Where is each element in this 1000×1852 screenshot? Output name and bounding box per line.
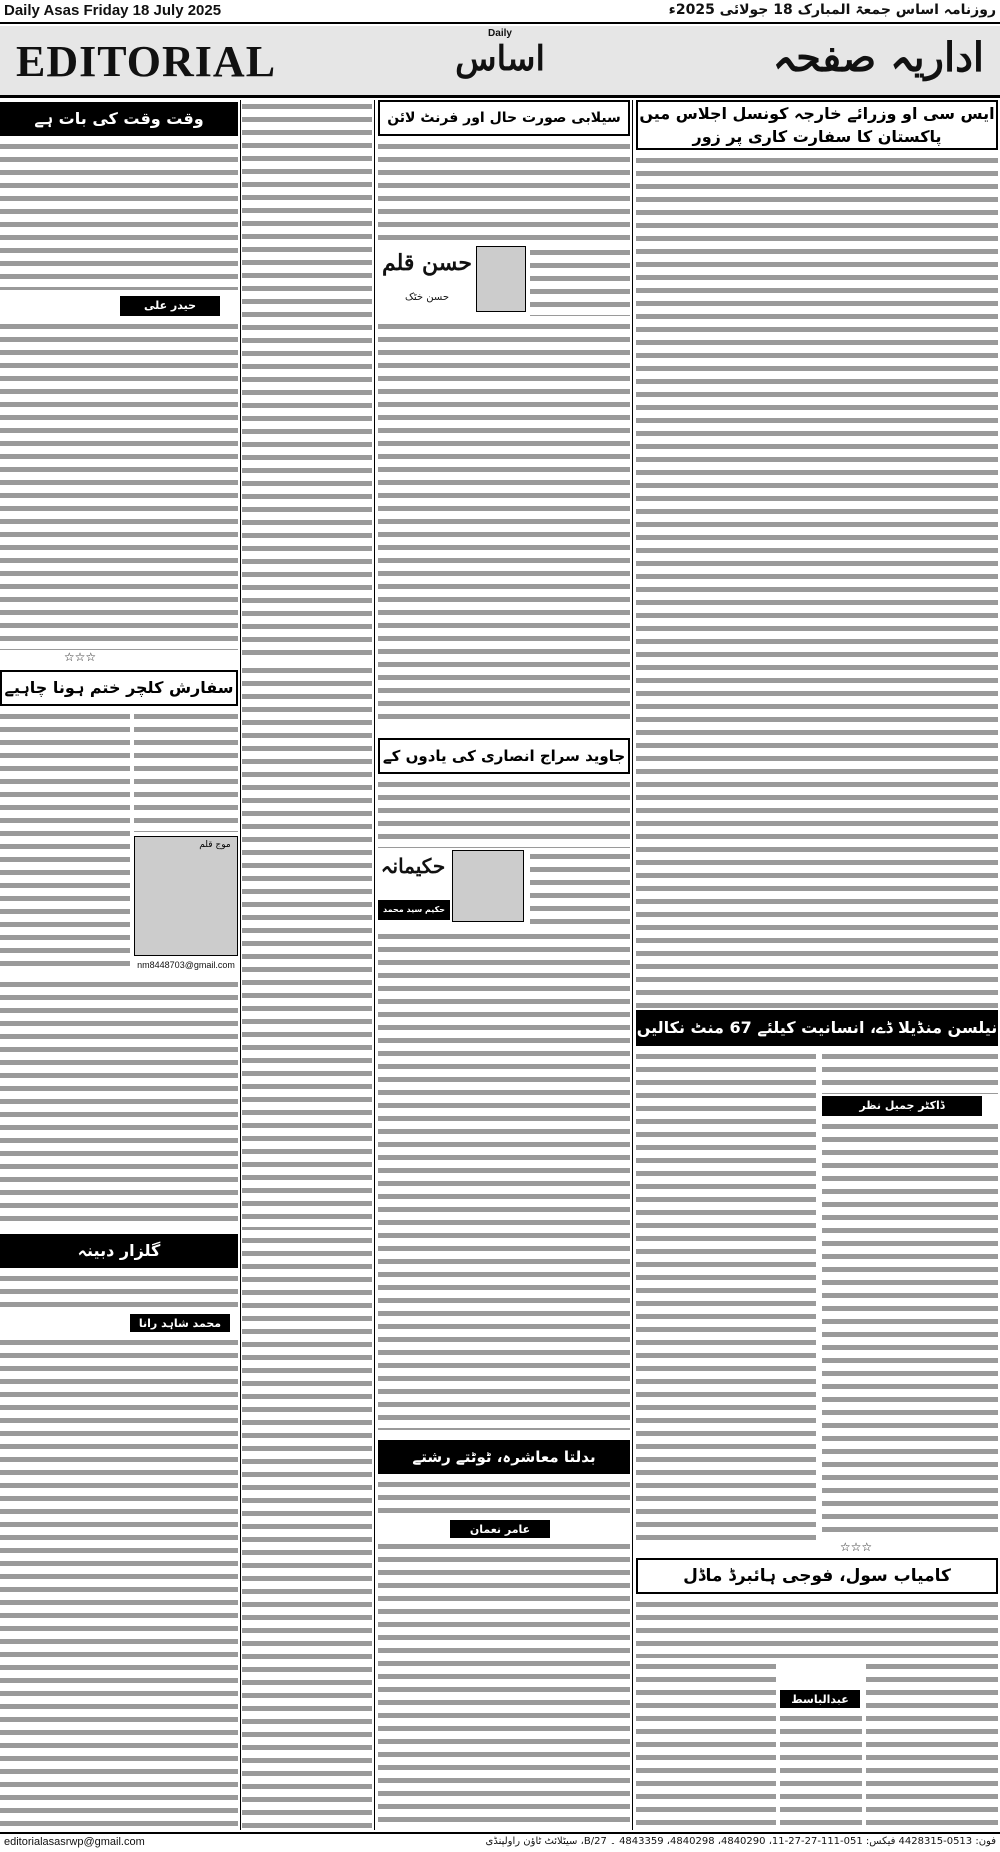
article-gulzar-body-cont — [242, 1234, 372, 1828]
article-gulzar-body — [0, 1336, 238, 1828]
column-divider — [632, 100, 633, 1830]
article-javed-body-top — [378, 778, 630, 848]
headline-hybrid: کامیاب سول، فوجی ہائبرڈ ماڈل — [636, 1558, 998, 1594]
newspaper-logo — [430, 28, 570, 94]
article-hybrid-body-top — [636, 1598, 998, 1658]
article-safarish-body-side — [134, 710, 238, 832]
column-divider-3 — [240, 100, 241, 1830]
footer-email[interactable]: editorialasasrwp@gmail.com — [4, 1836, 145, 1848]
article-society-body — [378, 1540, 630, 1828]
end-stars-mandela: ☆☆☆ — [839, 1540, 873, 1554]
headline-safarish: سفارش کلچر ختم ہونا چاہیے — [0, 670, 238, 706]
article-safarish-body-top — [0, 710, 130, 970]
headline-gulzar: گلزار دبینہ — [0, 1234, 238, 1268]
article-safarish-body — [0, 978, 238, 1228]
headline-waqt: وقت وقت کی بات ہے — [0, 102, 238, 136]
headline-sco: ایس سی او وزرائے خارجہ کونسل اجلاس میں پاکستان کا سفارت کاری پر زور — [636, 100, 998, 150]
article-sco-body — [636, 154, 998, 1024]
masthead-date-en: Daily Asas Friday 18 July 2025 — [4, 2, 222, 19]
article-flood-body-side — [530, 246, 630, 316]
article-waqt-body-top — [0, 140, 238, 290]
byline-mohsin: محمد شاہد رانا — [130, 1314, 230, 1332]
column-label-mohsin: موج قلم — [199, 840, 231, 850]
byline-dr: ڈاکٹر جمیل نظر — [822, 1096, 982, 1116]
top-bar — [0, 0, 1000, 24]
logo-small-text: Daily — [488, 28, 512, 39]
article-flood-body-top — [378, 140, 630, 240]
article-waqt-body — [0, 320, 238, 650]
editorial-title-ur: اداریہ صفحہ — [772, 34, 984, 81]
masthead-date-ur: روزنامہ اساس جمعۃ المبارک 18 جولائی 2025ء — [668, 2, 996, 18]
article-gulzar-body-top — [0, 1272, 238, 1312]
column-title-hassan-qalam: حسن قلم — [381, 250, 473, 276]
columnist-name-hakeem: حکیم سید محمد — [378, 900, 450, 920]
end-stars-waqt: ☆☆☆ — [63, 650, 97, 664]
columnist-email: nm8448703@gmail.com — [137, 960, 235, 970]
article-hybrid-body-a — [636, 1660, 776, 1828]
column-divider-2 — [374, 100, 375, 1830]
byline-amir: عامر نعمان — [450, 1520, 550, 1538]
article-hybrid-body-c — [780, 1712, 862, 1828]
column-title-hakeemana: حکیمانہ — [380, 854, 446, 878]
headline-javed-siraj: جاوید سراج انصاری کی یادوں کے — [378, 738, 630, 774]
headline-flood-police: سیلابی صورت حال اور فرنٹ لائن — [378, 100, 630, 136]
columnist-photo-hakeem — [452, 850, 524, 922]
logo-text: اساس — [455, 39, 545, 79]
columnist-name-hassan: حسن خٹک — [404, 292, 450, 303]
article-mandela-body-top — [822, 1050, 998, 1094]
footer-bar — [0, 1832, 1000, 1852]
columnist-photo-hassan — [476, 246, 526, 312]
article-mandela-body-right — [636, 1050, 816, 1540]
article-waqt-body-cont — [242, 100, 372, 660]
article-flood-body — [378, 320, 630, 722]
headline-mandela: نیلسن منڈیلا ڈے، انسانیت کیلئے 67 منٹ نکالیں — [636, 1010, 998, 1046]
footer-contact: فون: 0513-4428315 فیکس: 051-111-27-27-11، 4840290، 4840298، 4843359 ۔ 27/B، سیٹلائٹ ٹاؤن راولپنڈی — [485, 1836, 996, 1847]
byline-abd: عبدالباسط — [780, 1690, 860, 1708]
article-society-body-top — [378, 1478, 630, 1518]
article-javed-body-side — [530, 850, 630, 926]
article-javed-body — [378, 930, 630, 1430]
article-safarish-body-cont — [242, 664, 372, 1230]
editorial-title-en: EDITORIAL — [16, 37, 277, 86]
byline-haider: حیدر علی — [120, 296, 220, 316]
headline-society: بدلتا معاشرہ، ٹوٹتے رشتے — [378, 1440, 630, 1474]
article-hybrid-body-b — [866, 1660, 998, 1828]
article-mandela-body-left — [822, 1120, 998, 1540]
